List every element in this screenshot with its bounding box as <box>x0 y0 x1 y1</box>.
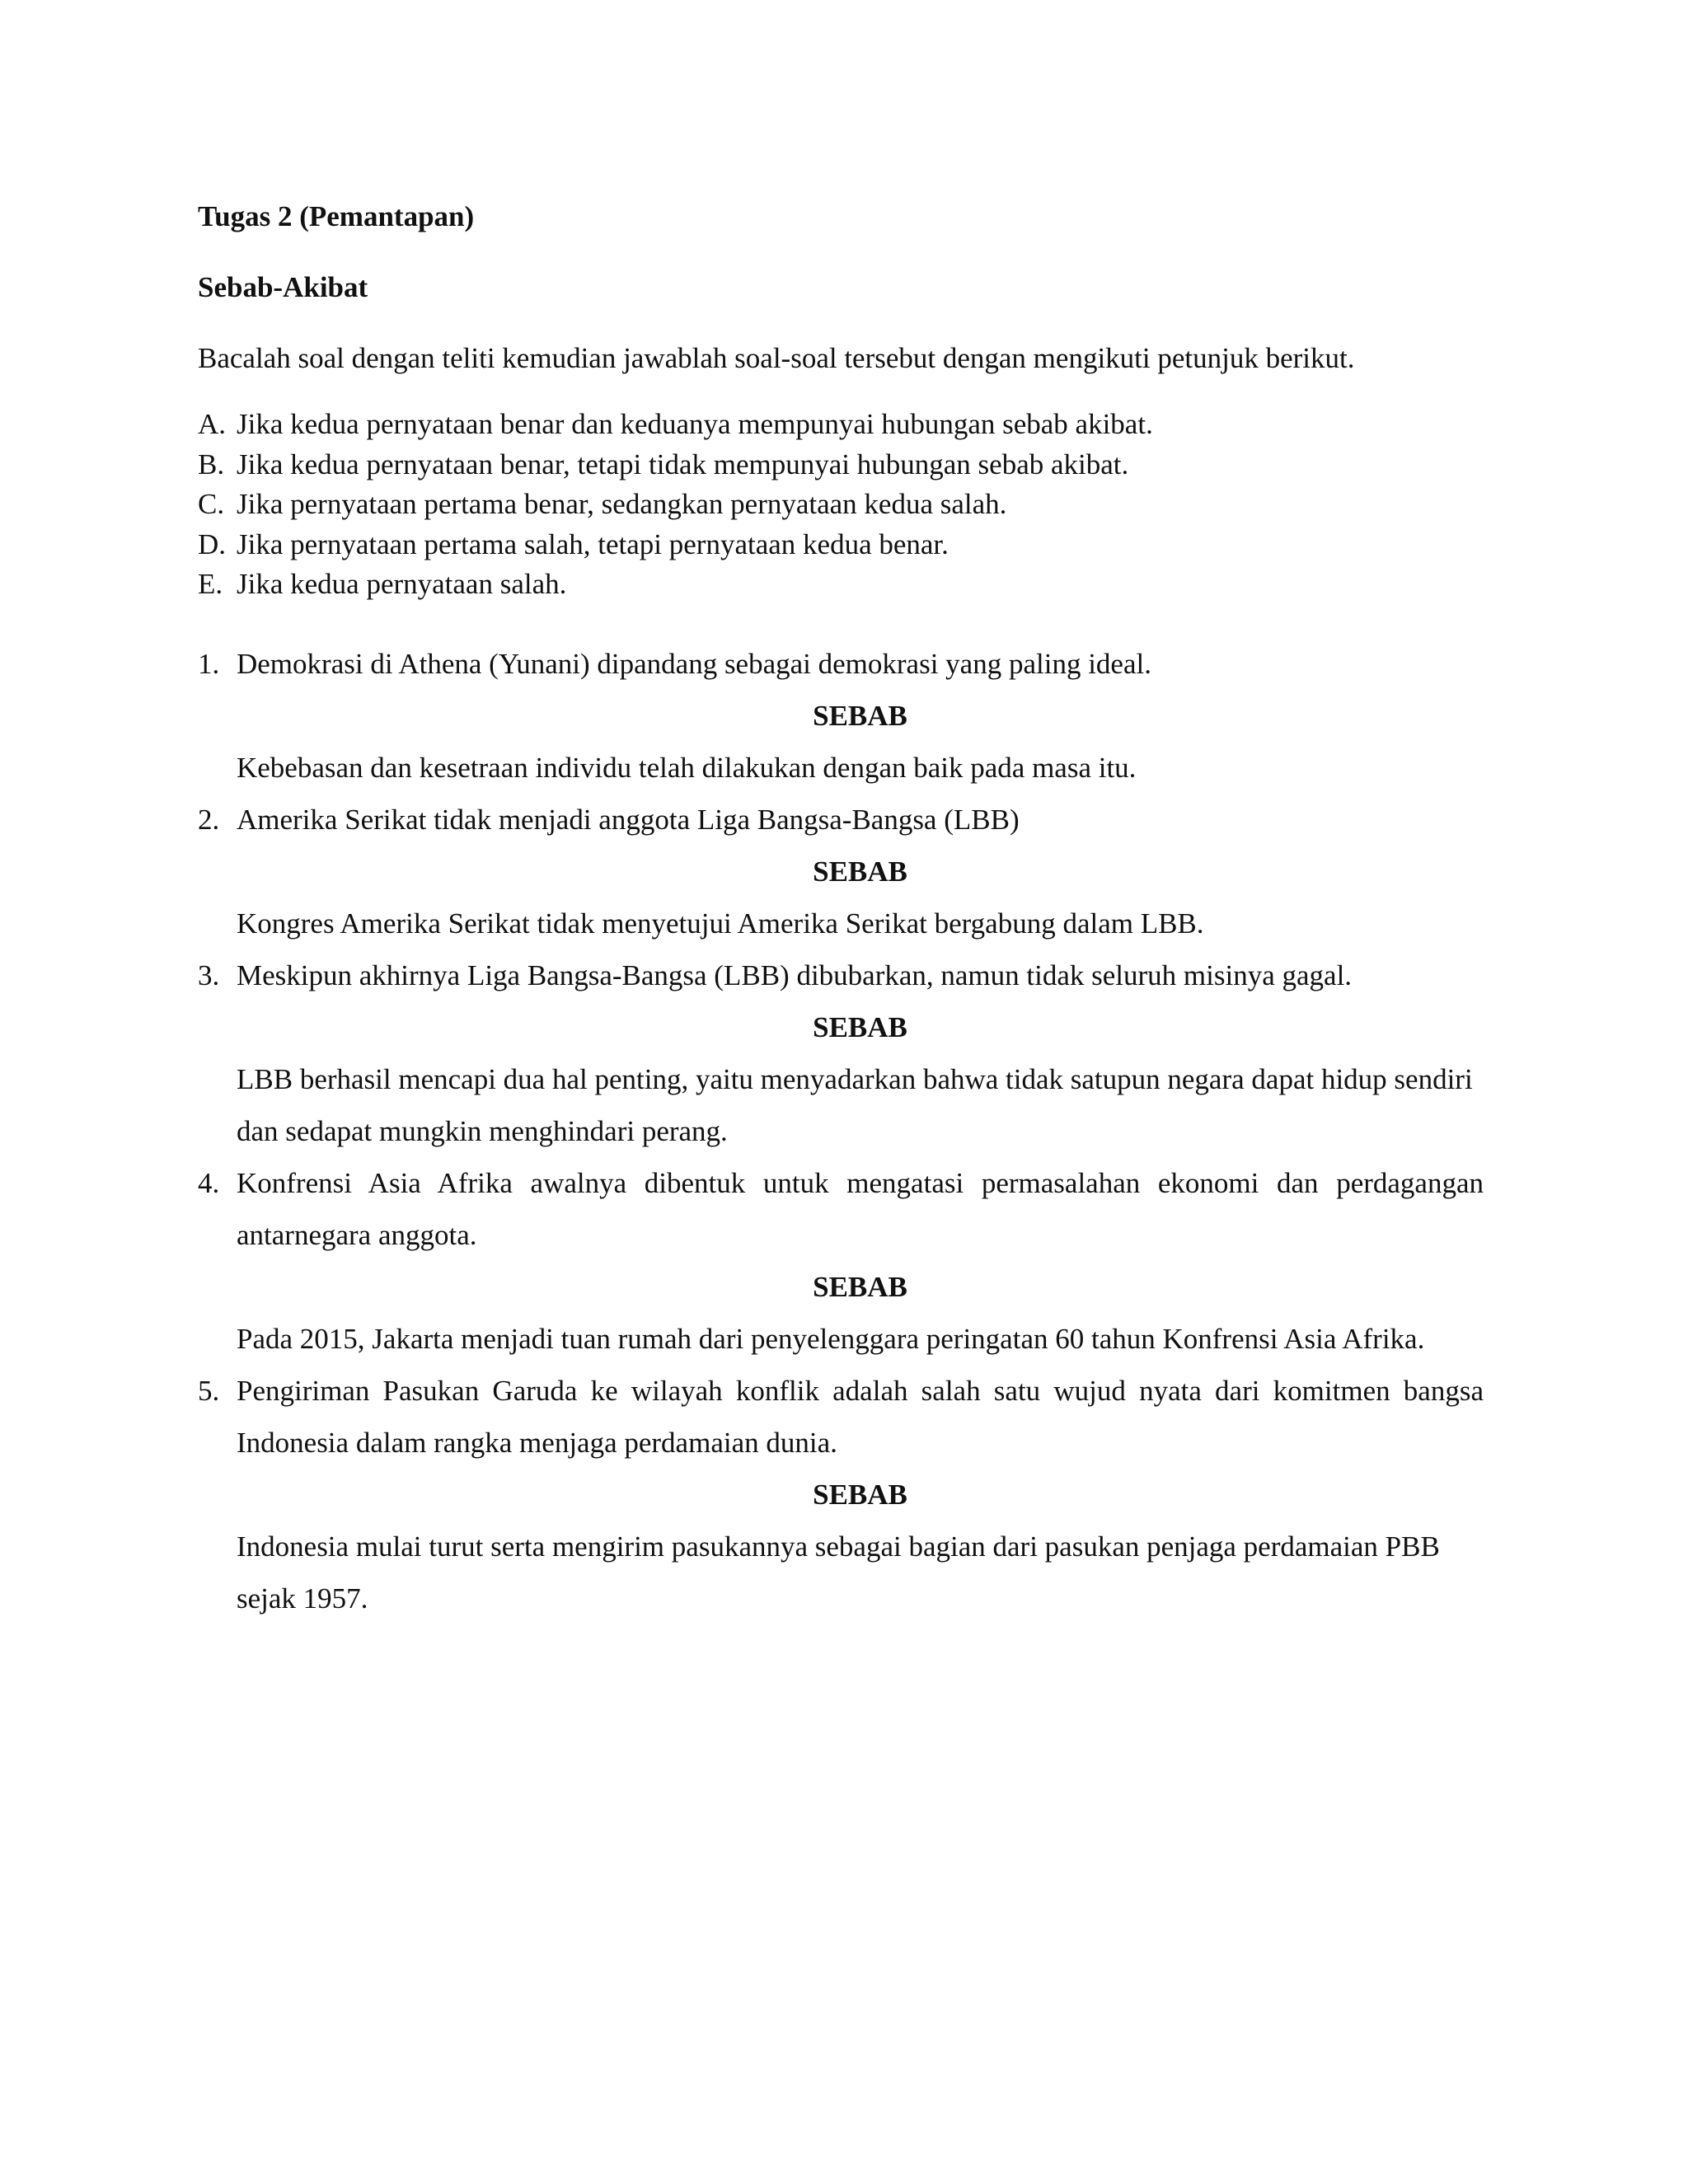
question-statement: Meskipun akhirnya Liga Bangsa-Bangsa (LBB) dibubarkan, namun tidak seluruh misinya gagal. <box>237 958 1353 991</box>
document-title: Tugas 2 (Pemantapan) <box>198 200 475 232</box>
option-label: C. <box>198 488 225 520</box>
sebab-connector: SEBAB <box>813 699 907 732</box>
document-page <box>198 194 1484 1624</box>
question-number: 3. <box>198 958 220 991</box>
option-label: E. <box>198 568 223 600</box>
question-statement: Demokrasi di Athena (Yunani) dipandang sebagai demokrasi yang paling ideal. <box>237 647 1151 680</box>
question-reason: Kebebasan dan kesetraan individu telah dilakukan dengan baik pada masa itu. <box>237 751 1137 784</box>
sebab-connector: SEBAB <box>813 1478 907 1511</box>
answer-option <box>198 405 1484 445</box>
question-statement: Konfrensi Asia Afrika awalnya dibentuk untuk mengatasi permasalahan ekonomi dan perdagangan antarnegara anggota. <box>237 1166 1484 1251</box>
option-text: Jika kedua pernyataan salah. <box>237 568 567 600</box>
sebab-connector: SEBAB <box>813 855 907 888</box>
answer-option <box>198 485 1484 525</box>
section-subtitle: Sebab-Akibat <box>198 271 368 303</box>
answer-option <box>198 445 1484 485</box>
question-statement: Amerika Serikat tidak menjadi anggota Liga Bangsa-Bangsa (LBB) <box>237 803 1020 836</box>
answer-options-list <box>198 405 1484 605</box>
question-reason: Kongres Amerika Serikat tidak menyetujui Amerika Serikat bergabung dalam LBB. <box>237 907 1204 940</box>
option-text: Jika pernyataan pertama benar, sedangkan pernyataan kedua salah. <box>237 488 1007 520</box>
question-reason: LBB berhasil mencapi dua hal penting, yaitu menyadarkan bahwa tidak satupun negara dapat hidup sendiri dan sedapat mungkin menghindari perang. <box>237 1062 1473 1147</box>
question-reason: Indonesia mulai turut serta mengirim pasukannya sebagai bagian dari pasukan penjaga perdamaian PBB sejak 1957. <box>237 1530 1440 1615</box>
answer-option <box>198 565 1484 605</box>
question-item <box>198 638 1484 794</box>
question-number: 5. <box>198 1374 220 1407</box>
option-label: D. <box>198 527 227 560</box>
question-number: 1. <box>198 647 220 680</box>
instructions-text: Bacalah soal dengan teliti kemudian jawablah soal-soal tersebut dengan mengikuti petunjuk berikut. <box>198 342 1355 374</box>
question-statement: Pengiriman Pasukan Garuda ke wilayah konflik adalah salah satu wujud nyata dari komitmen bangsa Indonesia dalam rangka menjaga perdamaian dunia. <box>237 1374 1484 1459</box>
question-item <box>198 794 1484 949</box>
question-number: 2. <box>198 803 220 836</box>
question-item <box>198 1365 1484 1624</box>
question-reason: Pada 2015, Jakarta menjadi tuan rumah dari penyelenggara peringatan 60 tahun Konfrensi Asia Afrika. <box>237 1322 1425 1355</box>
sebab-connector: SEBAB <box>813 1270 907 1303</box>
option-text: Jika pernyataan pertama salah, tetapi pernyataan kedua benar. <box>237 527 949 560</box>
option-label: A. <box>198 408 227 440</box>
question-item <box>198 949 1484 1157</box>
option-label: B. <box>198 448 225 480</box>
answer-option <box>198 525 1484 565</box>
sebab-connector: SEBAB <box>813 1010 907 1043</box>
option-text: Jika kedua pernyataan benar dan keduanya mempunyai hubungan sebab akibat. <box>237 408 1153 440</box>
questions-list <box>198 638 1484 1624</box>
question-number: 4. <box>198 1166 220 1199</box>
option-text: Jika kedua pernyataan benar, tetapi tidak mempunyai hubungan sebab akibat. <box>237 448 1129 480</box>
question-item <box>198 1157 1484 1365</box>
